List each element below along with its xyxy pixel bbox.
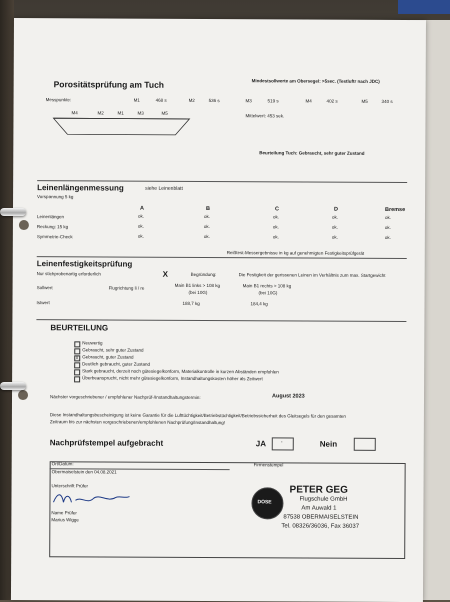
inspection-document	[11, 18, 426, 602]
sampling-note: Nur stichprobenartig erforderlich	[36, 271, 101, 277]
signature-label: Unterschrift Prüfer	[51, 483, 89, 489]
stamp-company-name: PETER GEG	[289, 484, 348, 496]
signature-stroke	[53, 495, 129, 503]
b1-left-actual: 188,7 kg	[182, 300, 200, 306]
row-label: Reckung: 15 kg	[36, 224, 69, 230]
punch-hole	[18, 390, 28, 400]
nominal-label: Sollwert	[36, 285, 53, 291]
handwritten-signature	[51, 490, 131, 508]
sampling-x-mark: X	[162, 269, 169, 279]
cell: ok.	[203, 233, 210, 240]
next-inspection-label: Nächster vorgeschriebener / empfohlener Nachprüf-/Instandhaltungstermin:	[50, 394, 201, 400]
company-stamp-label: Firmenstempel	[253, 462, 284, 468]
diagram-label-m5: M5	[161, 110, 168, 116]
porosity-title: Porositätsprüfung am Tuch	[53, 79, 165, 90]
place-date: Obermaiselstein den 04.08.2021	[51, 469, 117, 475]
b1-left-nominal-sub: (bei 10G)	[188, 289, 208, 296]
point-m3-name: M3	[245, 98, 252, 104]
binder-ring	[0, 382, 26, 390]
disclaimer-line-2: Zeitraum bis zur nächsten vorgeschriebenen/empfohlenen Nachprüfung/Instandhaltung!	[49, 419, 226, 426]
reason-text: Die Festigkeit der gerissenen Leinen im Verhältnis zum max. Startgewicht	[238, 272, 386, 278]
diagram-label-m4: M4	[71, 110, 78, 116]
cell: ok.	[384, 234, 391, 240]
col-header-c: C	[274, 206, 280, 213]
stamp-address: Am Auwald 1	[301, 505, 337, 512]
row-label: Symmetrie-Check	[36, 234, 73, 240]
diagram-label-m1: M1	[117, 110, 124, 116]
stamp-city: 87538 OBERMAISELSTEIN	[283, 514, 359, 521]
cell: ok.	[137, 233, 144, 239]
assessment-checkbox[interactable]	[74, 369, 80, 375]
cell: ok.	[272, 224, 279, 230]
option-label: Gebraucht, sehr guter Zustand	[82, 347, 144, 353]
line-length-subtitle: siehe Leinenblatt	[145, 185, 183, 192]
stamp-phone: Tel. 08326/36036, Fax 36037	[281, 523, 360, 530]
cell: ok.	[137, 223, 144, 229]
inspector-name-label: Name Prüfer	[51, 510, 77, 516]
option-label: Stark gebraucht, derzeit noch gütesiegelkonform, Materialkontrolle in kurzen Abständen empfohlen	[82, 368, 279, 375]
option-label: Gebraucht, guter Zustand	[82, 354, 134, 360]
diagram-label-m2: M2	[97, 110, 104, 116]
stamp-applied-label: Nachprüfstempel aufgebracht	[49, 438, 164, 448]
point-m2-value: 536 s	[208, 98, 220, 104]
blue-binder-strip	[398, 0, 450, 14]
flightschool-logo-icon	[251, 487, 283, 519]
disclaimer-line-1: Diese Instandhaltungsbescheinigung ist keine Garantie für die Lufttüchtigkeit/Betriebstüchtigkeit/Betriebssicherheit des Gleitsegels für den gesamten	[49, 412, 346, 419]
b1-right-actual: 184,4 kg	[250, 301, 268, 307]
col-header-a: A	[139, 205, 145, 212]
yes-box-mark: -	[280, 439, 283, 446]
cell: ok.	[203, 223, 210, 230]
col-header-bremse: Bremse	[384, 206, 406, 214]
tensile-test-note: Reißtest-Messergebnisse in kg auf genehmigten Festigkeitsprüfgerät	[226, 250, 365, 256]
assessment-checkbox-selected[interactable]: X	[75, 355, 79, 361]
b1-right-nominal: Main B1 rechts > 108 kg	[242, 283, 292, 289]
cell: ok.	[203, 213, 210, 220]
actual-label: Istwert	[36, 300, 50, 306]
cell: ok.	[384, 214, 391, 220]
yes-box[interactable]	[272, 437, 294, 450]
assessment-checkbox[interactable]	[74, 362, 80, 368]
assessment-checkbox[interactable]	[74, 348, 80, 354]
row-label: Leinenlängen	[36, 214, 65, 220]
place-date-label: Ort/Datum:	[51, 461, 74, 467]
yes-label: JA	[255, 439, 267, 449]
point-m2-name: M2	[188, 97, 195, 103]
logo-text: DOSE	[257, 499, 272, 506]
assessment-checkbox[interactable]	[74, 341, 80, 347]
flight-direction: Flugrichtung li / re	[108, 285, 145, 291]
no-box[interactable]	[354, 438, 376, 451]
line-length-title: Leinenlängenmessung	[37, 183, 124, 193]
cell: ok.	[331, 224, 338, 230]
wing-edge	[53, 118, 189, 119]
point-m1-value: 468 s	[155, 97, 167, 103]
cell: ok.	[272, 214, 279, 220]
point-m3-value: 519 s	[267, 98, 279, 104]
signature-box	[49, 461, 405, 559]
col-header-b: B	[205, 206, 211, 213]
cell: ok.	[384, 224, 391, 230]
strength-title: Leinenfestigkeitsprüfung	[36, 259, 133, 269]
cell: ok.	[137, 213, 144, 219]
next-inspection-date: August 2023	[272, 393, 305, 400]
fabric-assessment: Beurteilung Tuch: Gebraucht, sehr guter Zustand	[259, 150, 365, 156]
cell: ok.	[272, 234, 279, 240]
porosity-mean: Mittelwert: 453 sek.	[245, 113, 285, 119]
cell: ok.	[331, 234, 338, 240]
point-m4-name: M4	[305, 98, 312, 104]
b1-left-nominal: Main B1 links > 108 kg	[174, 282, 221, 289]
point-m5-name: M5	[361, 98, 368, 104]
col-header-d: D	[333, 206, 339, 213]
porosity-min-values: Mindestsollwerte am Obersegel: >5sec. (Testluftr nach JDC)	[251, 78, 380, 84]
cell: ok.	[331, 214, 338, 220]
point-m5-value: 340 s	[381, 98, 393, 104]
option-label: Überbeansprucht, nicht mehr gütesiegelkonform, Instandhaltungskosten höher als Zeitwert	[82, 375, 263, 382]
measurement-points-label: Messpunkte:	[45, 97, 72, 103]
punch-hole	[19, 220, 29, 230]
b1-right-nominal-sub: (bei 10G)	[258, 290, 278, 296]
no-label: Nein	[319, 439, 338, 449]
point-m1-name: M1	[133, 97, 140, 103]
stamp-company-type: Flugschule GmbH	[299, 496, 348, 503]
diagram-label-m3: M3	[137, 110, 144, 116]
wing-outline	[53, 118, 189, 135]
pretension-label: Vorspannung 5 kg	[37, 194, 74, 200]
option-label: Neuwertig	[82, 340, 103, 346]
inspector-name: Marius Wigge	[51, 517, 79, 523]
reason-label: Begründung:	[190, 271, 217, 278]
option-label: Deutlich gebraucht, guter Zustand	[82, 361, 150, 367]
divider	[36, 319, 406, 322]
binder-ring	[0, 208, 26, 216]
assessment-checkbox[interactable]	[74, 376, 80, 382]
assessment-title: BEURTEILUNG	[50, 323, 109, 333]
point-m4-value: 402 s	[326, 98, 338, 104]
